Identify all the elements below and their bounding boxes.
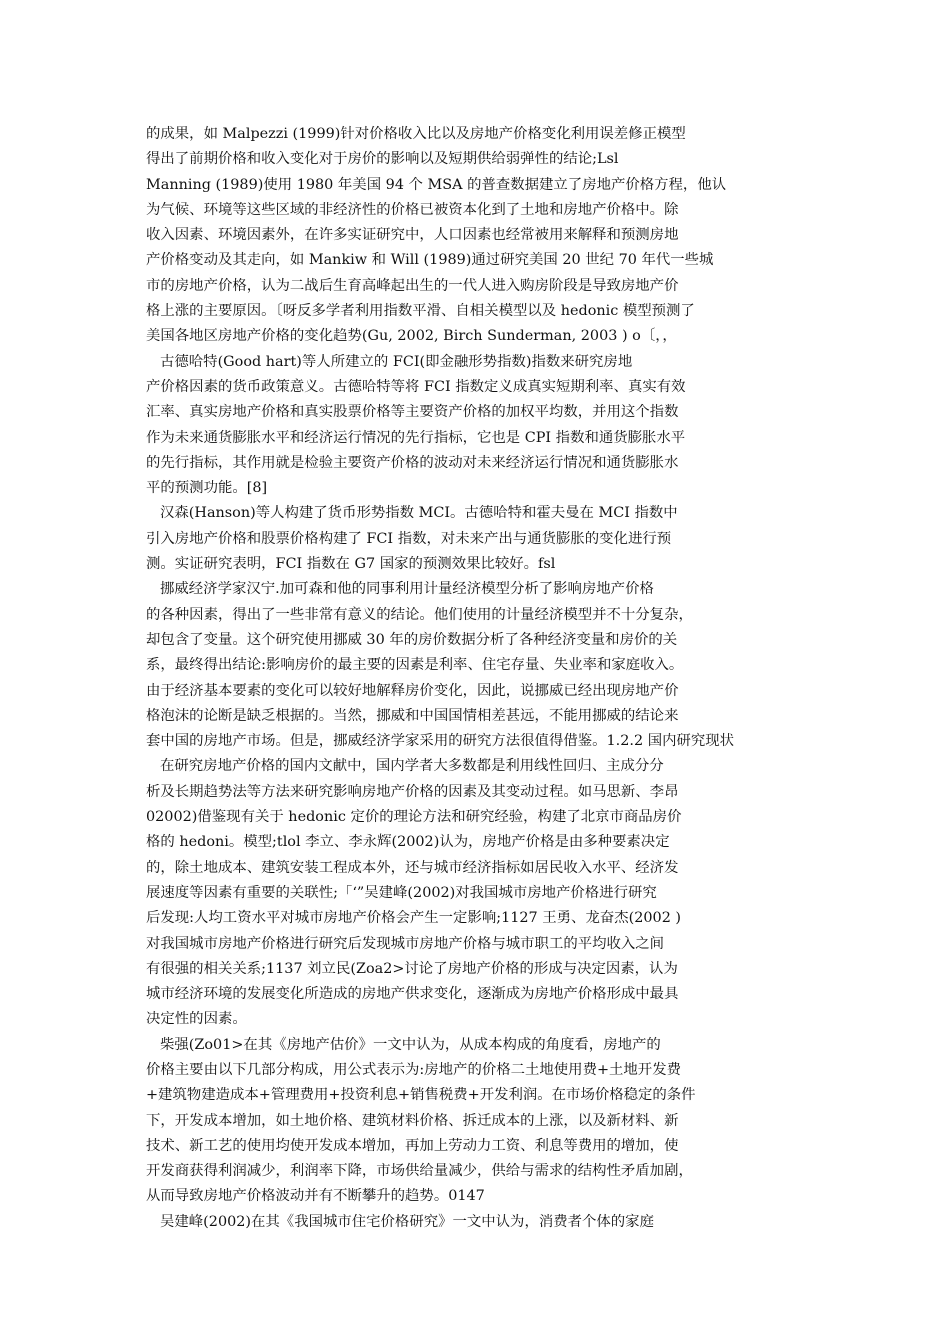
text-line: 技术、新工艺的使用均使开发成本增加，再加上劳动力工资、利息等费用的增加，使 <box>146 1137 679 1154</box>
text-line: 柴强(Zo01>在其《房地产估价》一文中认为，从成本构成的角度看，房地产的 <box>160 1036 661 1053</box>
text-line: 展速度等因素有重要的关联性;「‘”吴建峰(2002)对我国城市房地产价格进行研究 <box>146 884 657 901</box>
text-line: 吴建峰(2002)在其《我国城市住宅价格研究》一文中认为，消费者个体的家庭 <box>160 1213 654 1230</box>
text-line: 产价格变动及其走向，如 Mankiw 和 Will (1989)通过研究美国 20 世纪 70 年代一些城 <box>146 252 714 269</box>
text-line: 对我国城市房地产价格进行研究后发现城市房地产价格与城市职工的平均收入之间 <box>146 935 665 952</box>
text-line: 格的 hedoni。模型;tlol 李立、李永辉(2002)认为，房地产价格是由多种要素决定 <box>146 834 670 851</box>
text-line: 决定性的因素。 <box>146 1011 247 1028</box>
text-line: 析及长期趋势法等方法来研究影响房地产价格的因素及其变动过程。如马思新、李昂 <box>146 783 679 800</box>
text-line: 价格主要由以下几部分构成，用公式表示为:房地产的价格二土地使用费+土地开发费 <box>146 1061 681 1078</box>
text-line: +建筑物建造成本+管理费用+投资利息+销售税费+开发利润。在市场价格稳定的条件 <box>146 1087 696 1104</box>
text-line: Manning (1989)使用 1980 年美国 94 个 MSA 的普查数据建立了房地产价格方程，他认 <box>146 176 727 193</box>
text-line: 的各种因素，得出了一些非常有意义的结论。他们使用的计量经济模型并不十分复杂， <box>146 606 693 623</box>
text-line: 却包含了变量。这个研究使用挪威 30 年的房价数据分析了各种经济变量和房价的关 <box>146 631 678 648</box>
text-line: 汉森(Hanson)等人构建了货币形势指数 MCI。古德哈特和霍夫曼在 MCI 指数中 <box>160 505 678 522</box>
text-line: 后发现:人均工资水平对城市房地产价格会产生一定影响;1127 王勇、龙奋杰(2002 ) <box>146 910 682 927</box>
text-line: 的，除土地成本、建筑安装工程成本外，还与城市经济指标如居民收入水平、经济发 <box>146 859 679 876</box>
text-line: 城市经济环境的发展变化所造成的房地产供求变化，逐渐成为房地产价格形成中最具 <box>146 986 679 1003</box>
text-line: 从而导致房地产价格波动并有不断攀升的趋势。0147 <box>146 1188 485 1205</box>
text-line: 引入房地产价格和股票价格构建了 FCI 指数，对未来产出与通货膨胀的变化进行预 <box>146 530 672 547</box>
text-line: 开发商获得利润减少，利润率下降，市场供给量减少，供给与需求的结构性矛盾加剧， <box>146 1163 693 1180</box>
text-line: 挪威经济学家汉宁.加可森和他的同事利用计量经济模型分析了影响房地产价格 <box>160 581 654 598</box>
text-line: 格泡沫的论断是缺乏根据的。当然，挪威和中国国情相差甚远，不能用挪威的结论来 <box>146 707 679 724</box>
text-line: 市的房地产价格，认为二战后生育高峰起出生的一代人进入购房阶段是导致房地产价 <box>146 277 679 294</box>
text-line: 的先行指标，其作用就是检验主要资产价格的波动对未来经济运行情况和通货膨胀水 <box>146 454 679 471</box>
text-line: 由于经济基本要素的变化可以较好地解释房价变化，因此，说挪威已经出现房地产价 <box>146 682 679 699</box>
text-line: 套中国的房地产市场。但是，挪威经济学家采用的研究方法很值得借鉴。1.2.2 国内研究现状 <box>146 733 735 750</box>
text-line: 测。实证研究表明，FCI 指数在 G7 国家的预测效果比较好。fsl <box>146 556 556 573</box>
text-line: 收入因素、环境因素外，在许多实证研究中，人口因素也经常被用来解释和预测房地 <box>146 227 679 244</box>
body-text <box>146 122 826 1235</box>
text-line: 02002)借鉴现有关于 hedonic 定价的理论方法和研究经验，构建了北京市商品房价 <box>146 809 682 826</box>
text-line: 为气候、环境等这些区域的非经济性的价格已被资本化到了土地和房地产价格中。除 <box>146 201 679 218</box>
text-line: 得出了前期价格和收入变化对于房价的影响以及短期供给弱弹性的结论;Lsl <box>146 151 619 168</box>
text-line: 古德哈特(Good hart)等人所建立的 FCI(即金融形势指数)指数来研究房地 <box>160 353 633 370</box>
text-line: 系，最终得出结论:影响房价的最主要的因素是利率、住宅存量、失业率和家庭收入。 <box>146 657 684 674</box>
text-line: 有很强的相关关系;1137 刘立民(Zoa2>讨论了房地产价格的形成与决定因素，认为 <box>146 960 678 977</box>
text-line: 下，开发成本增加，如土地价格、建筑材料价格、拆迁成本的上涨，以及新材料、新 <box>146 1112 679 1129</box>
text-line: 格上涨的主要原因。〔呀反多学者利用指数平滑、自相关模型以及 hedonic 模型预测了 <box>146 303 695 320</box>
text-line: 的成果，如 Malpezzi (1999)针对价格收入比以及房地产价格变化利用误差修正模型 <box>146 126 686 142</box>
text-line: 汇率、真实房地产价格和真实股票价格等主要资产价格的加权平均数，并用这个指数 <box>146 404 679 421</box>
text-line: 产价格因素的货币政策意义。古德哈特等将 FCI 指数定义成真实短期利率、真实有效 <box>146 378 686 395</box>
text-line: 美国各地区房地产价格的变化趋势(Gu, 2002, Birch Sunderman, 2003 ) o〔，， <box>146 328 677 345</box>
text-line: 在研究房地产价格的国内文献中，国内学者大多数都是利用线性回归、主成分分 <box>160 758 664 775</box>
text-line: 平的预测功能。[8] <box>146 480 268 497</box>
text-line: 作为未来通货膨胀水平和经济运行情况的先行指标，它也是 CPI 指数和通货膨胀水平 <box>146 429 686 446</box>
